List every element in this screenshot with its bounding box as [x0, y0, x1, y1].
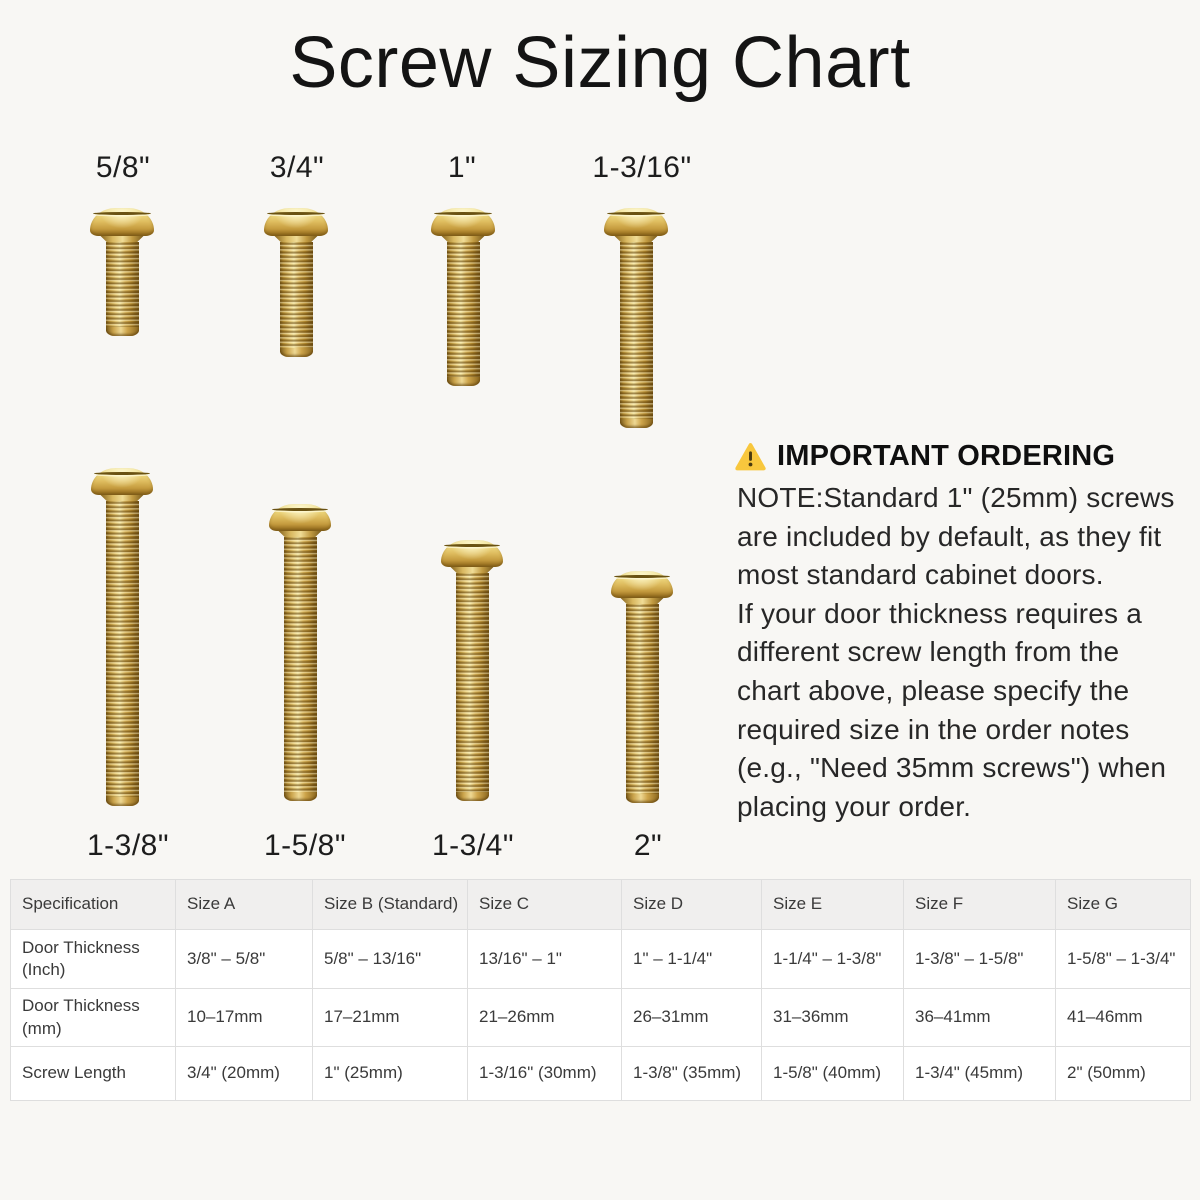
table-row-label: Screw Length	[11, 1047, 176, 1101]
screw-shaft	[456, 573, 489, 801]
screw-shaft	[626, 604, 659, 803]
table-cell: 31–36mm	[762, 989, 904, 1047]
screw-collar	[274, 235, 319, 242]
screw-size-label: 2"	[633, 829, 663, 862]
screw-slot	[272, 508, 328, 511]
table-row-label: Door Thickness (Inch)	[11, 930, 176, 989]
screw-illustration	[441, 540, 503, 801]
screw-shaft	[106, 242, 139, 336]
ordering-note-line: chart above, please specify the	[737, 674, 1130, 706]
screw-head	[611, 571, 673, 598]
table-cell: 3/8" – 5/8"	[176, 930, 313, 989]
table-cell: 36–41mm	[904, 989, 1056, 1047]
screw-slot	[267, 212, 325, 215]
screw-shaft	[106, 501, 139, 806]
ordering-note-line: (e.g., "Need 35mm screws") when	[737, 752, 1167, 784]
table-cell: 1" (25mm)	[313, 1047, 468, 1101]
ordering-note-line: different screw length from the	[737, 636, 1120, 668]
table-cell: 10–17mm	[176, 989, 313, 1047]
table-cell: 2" (50mm)	[1056, 1047, 1191, 1101]
table-cell: 1-5/8" – 1-3/4"	[1056, 930, 1191, 989]
screw-head	[264, 208, 328, 236]
screw-head	[91, 468, 153, 495]
screw-size-label: 1-3/16"	[592, 151, 692, 184]
screw-size-label: 5/8"	[95, 151, 151, 184]
screw-collar	[100, 235, 145, 242]
screw-collar	[614, 235, 659, 242]
ordering-note-line: are included by default, as they fit	[737, 520, 1162, 552]
table-row-label: Door Thickness (mm)	[11, 989, 176, 1047]
table-cell: 5/8" – 13/16"	[313, 930, 468, 989]
warning-icon	[735, 443, 766, 471]
ordering-note-line: NOTE:Standard 1" (25mm) screws	[737, 482, 1175, 513]
screw-collar	[441, 235, 486, 242]
table-header-cell: Size B (Standard)	[313, 880, 468, 930]
screw-illustration	[264, 208, 328, 357]
screw-head	[269, 504, 331, 531]
table-header-cell: Size A	[176, 880, 313, 930]
table-cell: 13/16" – 1"	[468, 930, 622, 989]
screw-size-label: 1-3/8"	[86, 829, 170, 862]
screw-size-label: 1"	[447, 151, 477, 184]
screw-shaft	[280, 242, 313, 357]
table-cell: 1-1/4" – 1-3/8"	[762, 930, 904, 989]
ordering-note-line: required size in the order notes	[737, 713, 1130, 745]
ordering-note-line: If your door thickness requires a	[737, 597, 1143, 629]
table-cell: 41–46mm	[1056, 989, 1191, 1047]
table-header-row	[11, 880, 1191, 930]
screw-size-label: 1-3/4"	[431, 829, 515, 862]
screw-slot	[93, 212, 151, 215]
ordering-note-body	[737, 479, 1175, 826]
table-cell: 1" – 1-1/4"	[622, 930, 762, 989]
screw-slot	[444, 544, 500, 547]
ordering-note-heading	[735, 440, 1115, 473]
screw-illustration	[91, 468, 153, 806]
screw-slot	[614, 575, 670, 578]
table-header-cell: Size C	[468, 880, 622, 930]
screw-slot	[434, 212, 492, 215]
table-header-cell: Specification	[11, 880, 176, 930]
table-cell: 1-3/16" (30mm)	[468, 1047, 622, 1101]
page-title: Screw Sizing Chart	[289, 23, 911, 103]
screw-collar	[620, 597, 665, 604]
screw-illustration	[611, 571, 673, 803]
table-row	[11, 930, 1191, 989]
table-cell: 21–26mm	[468, 989, 622, 1047]
screw-shaft	[620, 242, 653, 428]
table-header-cell: Size G	[1056, 880, 1191, 930]
table-header-cell: Size D	[622, 880, 762, 930]
screw-collar	[100, 494, 145, 501]
table-cell: 1-3/8" (35mm)	[622, 1047, 762, 1101]
table-cell: 1-5/8" (40mm)	[762, 1047, 904, 1101]
ordering-note-line: placing your order.	[737, 790, 972, 822]
table-cell: 3/4" (20mm)	[176, 1047, 313, 1101]
screw-illustration	[431, 208, 495, 386]
screw-head	[441, 540, 503, 567]
table-row	[11, 989, 1191, 1047]
screw-slot	[607, 212, 665, 215]
table-header-cell: Size F	[904, 880, 1056, 930]
screw-shaft	[284, 537, 317, 801]
ordering-note-line: most standard cabinet doors.	[737, 559, 1104, 591]
screw-size-label: 1-5/8"	[263, 829, 347, 862]
screw-head	[604, 208, 668, 236]
screw-head	[431, 208, 495, 236]
table-cell: 1-3/8" – 1-5/8"	[904, 930, 1056, 989]
table-row	[11, 1047, 1191, 1101]
table-header-cell: Size E	[762, 880, 904, 930]
screw-collar	[450, 566, 495, 573]
screw-illustration	[90, 208, 154, 336]
screw-shaft	[447, 242, 480, 386]
screw-slot	[94, 472, 150, 475]
screw-illustration	[604, 208, 668, 428]
spec-table	[10, 879, 1191, 1101]
table-cell: 26–31mm	[622, 989, 762, 1047]
screw-size-label: 3/4"	[269, 151, 325, 184]
ordering-note-heading-text: IMPORTANT ORDERING	[777, 440, 1116, 472]
table-cell: 1-3/4" (45mm)	[904, 1047, 1056, 1101]
screw-head	[90, 208, 154, 236]
screw-illustration	[269, 504, 331, 801]
table-cell: 17–21mm	[313, 989, 468, 1047]
screw-collar	[278, 530, 323, 537]
